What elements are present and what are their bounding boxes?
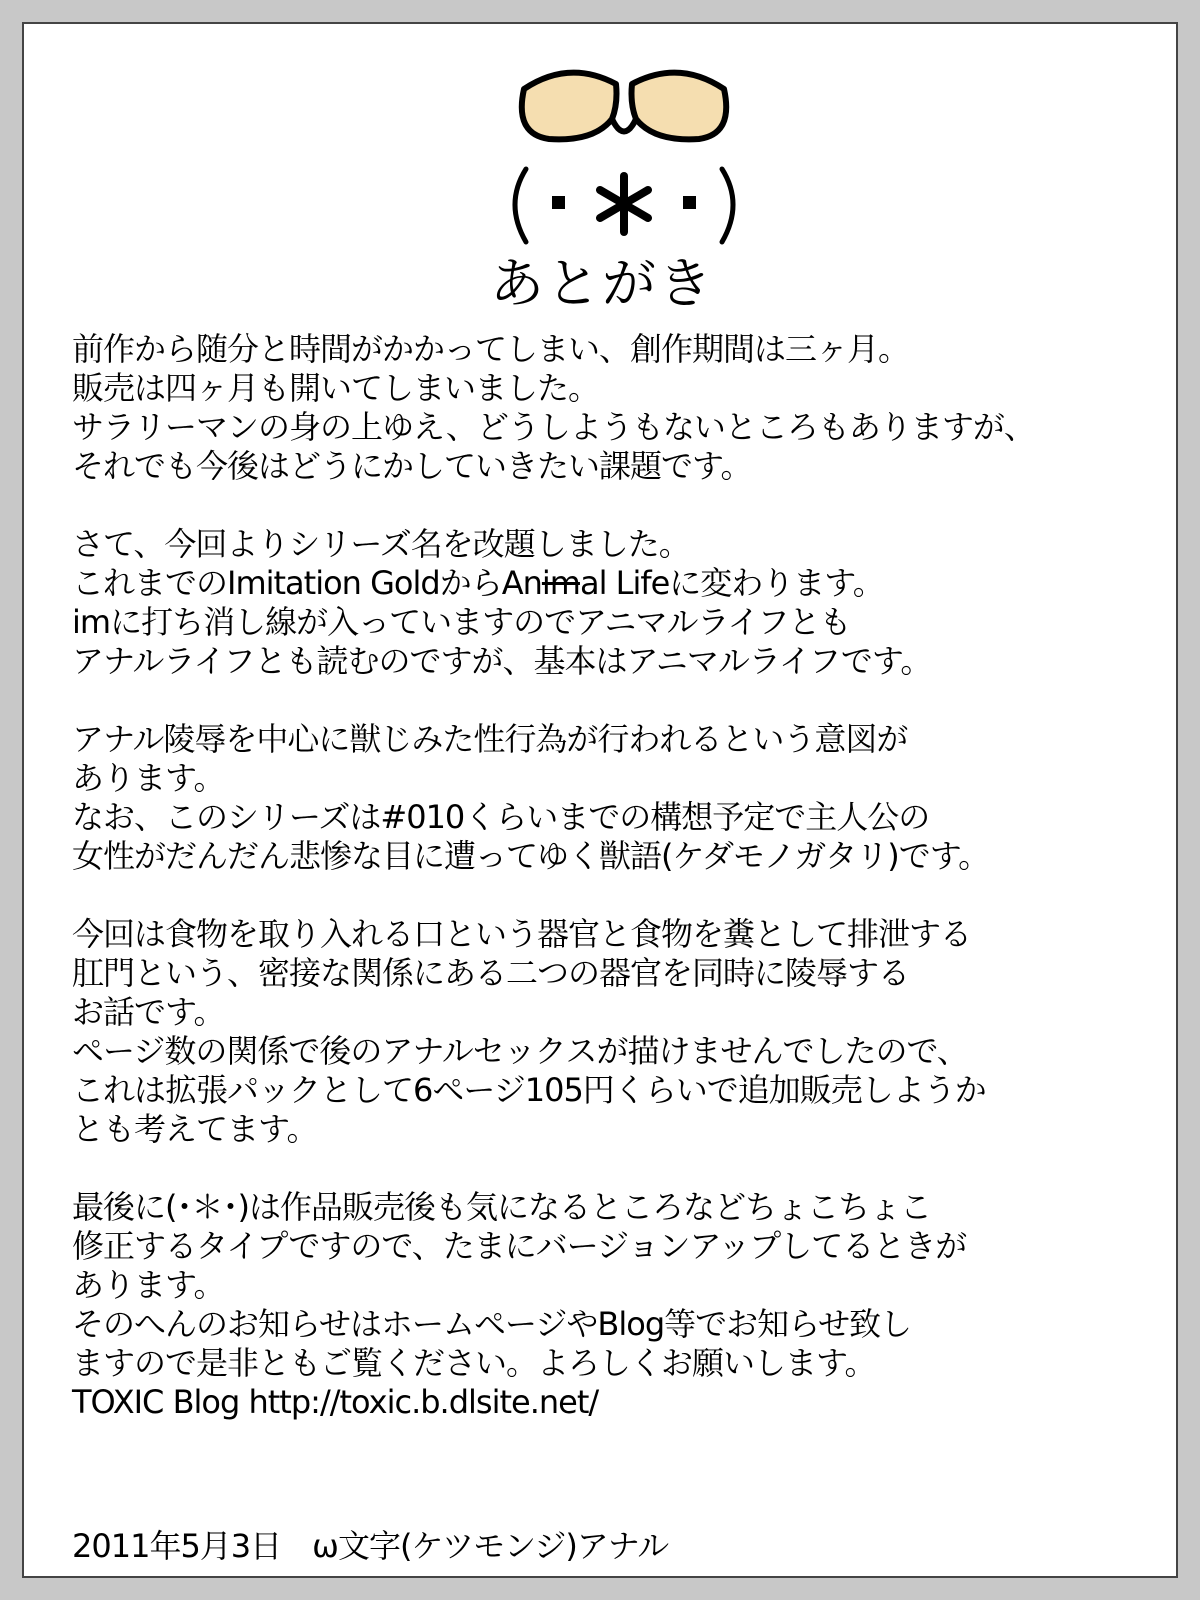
series-line-end: al Lifeに変わります。 [579, 564, 884, 602]
text-line: さて、今回よりシリーズ名を改題しました。 [72, 525, 690, 563]
face-text [515, 169, 733, 242]
text-line: 修正するタイプですので、たまにバージョンアップしてるときが [72, 1227, 967, 1265]
afterword-body [72, 330, 1152, 1422]
struck-text: im [541, 564, 580, 602]
series-line-start: これまでのImitation GoldからAn [72, 564, 542, 602]
text-line: あります。 [72, 1266, 225, 1304]
text-line: あります。 [72, 759, 225, 797]
series-name-line [72, 564, 1152, 603]
text-line: ますので是非ともご覧ください。よろしくお願いします。 [72, 1344, 876, 1382]
text-line: お話です。 [72, 993, 225, 1031]
text-line: アナル陵辱を中心に獣じみた性行為が行われるという意図が [72, 720, 908, 758]
text-line: 販売は四ヶ月も開いてしまいました。 [72, 369, 600, 407]
blog-url-line: TOXIC Blog http://toxic.b.dlsite.net/ [72, 1383, 599, 1421]
text-line: 今回は食物を取り入れる口という器官と食物を糞として排泄する [72, 915, 972, 953]
text-line: なお、このシリーズは#010くらいまでの構想予定で主人公の [72, 798, 930, 836]
text-line: そのへんのお知らせはホームページやBlog等でお知らせ致し [72, 1305, 912, 1343]
text-line: 肛門という、密接な関係にある二つの器官を同時に陵辱する [72, 954, 910, 992]
paragraph-gap [72, 486, 1152, 525]
paragraph-gap [72, 681, 1152, 720]
paragraph-gap [72, 876, 1152, 915]
text-line: 最後に(･＊･)は作品販売後も気になるところなどちょこちょこ [72, 1188, 931, 1226]
text-line: ページ数の関係で後のアナルセックスが描けませんでしたので、 [72, 1032, 968, 1070]
text-line: サラリーマンの身の上ゆえ、どうしようもないところもありますが、 [72, 408, 1035, 446]
text-line: 前作から随分と時間がかかってしまい、創作期間は三ヶ月。 [72, 330, 910, 368]
afterword-page [22, 22, 1178, 1578]
text-line: それでも今後はどうにかしていきたい課題です。 [72, 447, 752, 485]
text-line: これは拡張パックとして6ページ105円くらいで追加販売しようか [72, 1071, 986, 1109]
page-title: あとがき [490, 252, 714, 315]
signature-date: 2011年5月3日 ω文字(ケツモンジ)アナル [72, 1527, 669, 1565]
face-emoticon-icon [494, 64, 754, 254]
text-line: とも考えてます。 [72, 1110, 318, 1148]
text-line: アナルライフとも読むのですが、基本はアニマルライフです。 [72, 642, 932, 680]
paragraph-gap [72, 1149, 1152, 1188]
text-line: imに打ち消し線が入っていますのでアニマルライフとも [72, 603, 851, 641]
ears-shape [522, 73, 726, 140]
text-line: 女性がだんだん悲惨な目に遭ってゆく獣語(ケダモノガタリ)です。 [72, 837, 990, 875]
